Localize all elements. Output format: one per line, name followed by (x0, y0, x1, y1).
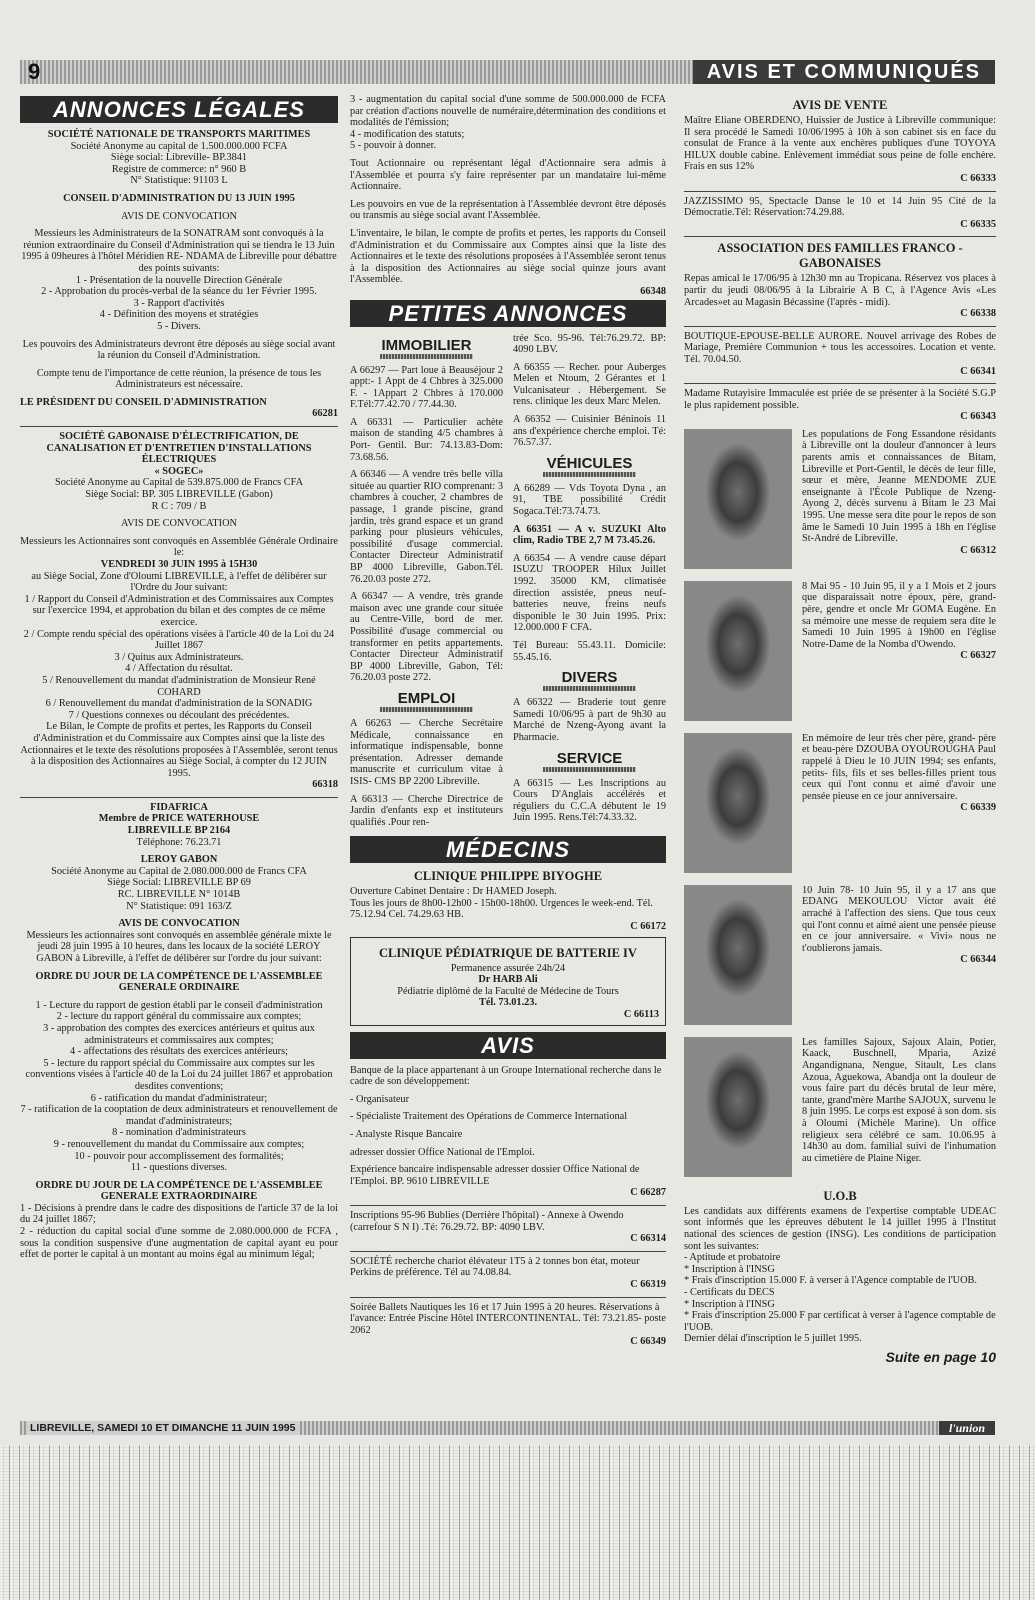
divider (684, 326, 996, 327)
divider (20, 797, 338, 798)
divider (684, 383, 996, 384)
ad-reference: C 66343 (960, 411, 996, 423)
agenda-item: 1 - Présentation de la nouvelle Direction Générale (75, 274, 283, 286)
ad-reference: C 66335 (960, 218, 996, 230)
company-phone: Téléphone: 76.23.71 (136, 836, 222, 848)
portrait-photo (684, 581, 792, 721)
classified-ad: A 66351 — A v. SUZUKI Alto clim, Radio TBE 2,7 M 73.45.26. (513, 523, 666, 547)
company-acronym: « SOGEC» (154, 465, 204, 477)
page-number: 9 (28, 59, 41, 84)
category-underline (543, 686, 636, 691)
portrait-photo (684, 1037, 792, 1177)
notice-title: ASSOCIATION DES FAMILLES FRANCO - GABONAISES (717, 241, 963, 271)
ad-reference: C 66344 (960, 954, 996, 966)
classified-ad: A 66313 — Cherche Directrice de Jardin d'enfants exp et instituteurs qualifiés .Pour ren- (350, 793, 503, 828)
agenda-item: 4 - Définition des moyens et stratégies (99, 309, 259, 321)
notice-fidafrica (20, 802, 338, 848)
notice-sogec (20, 431, 338, 791)
classifieds-grid (350, 333, 666, 835)
scan-noise (0, 1445, 1035, 1600)
agenda-item: 1 / Rapport du Conseil d'Administration et des Commissaires aux Comptes sur l'exercice 1994, et approbation du bilan et des comptes de ce même exercice. (24, 593, 334, 628)
notice-item: - Spécialiste Traitement des Opérations de Commerce International (350, 1111, 628, 1123)
portrait-photo (684, 429, 792, 569)
band-annonces-legales: ANNONCES LÉGALES (20, 96, 338, 123)
agenda-item: 11 - questions diverses. (130, 1162, 228, 1174)
category-underline (380, 707, 473, 712)
category-underline (543, 472, 636, 477)
category-underline (380, 354, 473, 359)
obituary (684, 581, 996, 725)
company-info: RC. LIBREVILLE N° 1014B (117, 889, 241, 901)
notice-body: adresser dossier Office National de l'Emploi. (350, 1146, 535, 1158)
clinic-name: CLINIQUE PÉDIATRIQUE DE BATTERIE IV (379, 945, 637, 960)
classified-ad: A 66322 — Braderie tout genre Samedi 10/06/95 à part de 9h30 au Marché de Nzeng-Ayong avant la Pharmacie. (513, 697, 666, 743)
agenda-item: 2 - lecture du rapport général du commissaire aux comptes; (56, 1011, 302, 1023)
obituary-text: Les familles Sajoux, Sajoux Alain, Potier, Kaack, Buschnell, Mparia, Azizé Angandignana, Nengue, Sitault, Les clans Azoua, Aguekowa, Abandja ont la douleur de vous faire part du décès brutal de leur mère, tante, grand'mère Marthe SAJOUX, survenu le 8 juin 1995. Le corps est exposé à son dom. sis à Oloumi (Michèle Marine). Un office religieux sera célébré ce sam. 10.06.95 à 14h30 au dom. familial suivi de l'inhumation au cimetière de Plaine Niger. (802, 1036, 996, 1164)
agenda-item: 7 / Questions connexes ou découlant des précédentes. (68, 709, 290, 721)
ad-reference: C 66172 (630, 921, 666, 933)
agenda-item: 8 - nomination d'administrateurs (112, 1127, 246, 1139)
agenda-item: 2 / Compte rendu spécial des opérations visées à l'article 40 de la Loi du 24 Juillet 1867 (23, 628, 335, 652)
classified-ad: A 66289 — Vds Toyota Dyna , an 91, TBE possibilité Crédit Sogaca.Tél:73.74.73. (513, 482, 666, 518)
divider (684, 236, 996, 237)
company-info: Membre de PRICE WATERHOUSE (98, 813, 260, 825)
classifieds-left (350, 333, 503, 835)
notice-subtitle: AVIS DE CONVOCATION (118, 918, 240, 930)
notice-body: Banque de la place appartenant à un Groupe International recherche dans le cadre de son développement: (350, 1064, 662, 1088)
notice-leroy-gabon (20, 854, 338, 1261)
obituary (684, 733, 996, 877)
agenda-item: 1 - Lecture du rapport de gestion établi par le conseil d'administration (35, 999, 323, 1011)
notice-item: - Analyste Risque Bancaire (350, 1129, 463, 1140)
obituary-text: Les populations de Fong Essandone résidants à Libreville ont la douleur d'annoncer à leurs parents amis et connaissances de Bitam, Libreville et Port-Gentil, le décès de leur fille, sœur et mère, Jeanne MENDOME ZUE enseignante à l'École Publique de Nzeng-Ayong 2, décès survenu à Bitam le 23 Mai 1995. Une messe sera dite pour le repos de son âme le Samedi 10 Juin 1995 à 18h en l'église St-André de Libreville. (802, 428, 996, 545)
company-info: Société Anonyme au capital de 1.500.000.000 FCFA (70, 140, 288, 152)
notice-item: - Aptitude et probatoire (684, 1252, 781, 1264)
ad-reference: C 66287 (630, 1187, 666, 1199)
classified-ad: A 66263 — Cherche Secrétaire Médicale, connaissance en informatique indispensable, bonne présentation. Adresser demande manuscrite et curriculum vitae à ISIS- CMS BP 2200 Libreville. (350, 717, 503, 787)
company-info: Siège Social: BP. 305 LIBREVILLE (Gabon) (85, 489, 273, 501)
clinic-phone: Tél. 73.01.23. (478, 997, 538, 1009)
divider (20, 426, 338, 427)
company-name: SOCIÉTÉ NATIONALE DE TRANSPORTS MARITIMES (47, 129, 311, 140)
column-notices (684, 94, 996, 1365)
agenda-item: 3 - augmentation du capital social d'une somme de 500.000.000 de FCFA par création d'actions nouvelle de numéraire,détermination des conditions et modalités de l'émission; (350, 94, 666, 129)
notice-body: Maître Eliane OBERDENO, Huissier de Justice à Libreville communique: Il sera procédé le Samedi 10/06/1995 à 10h à son cabinet sis en face du consulat de France à la vente aux enchères publiques d'une TOYOYA HILUX double cabine. Enlèvement immédiat sous peine de folle enchère. Frais en sus 12% (684, 115, 996, 173)
notice-item: - Organisateur (350, 1093, 409, 1105)
agenda-item: 2 - réduction du capital social d'une somme de 2.080.000.000 de FCFA , sous la condition suspensive d'une augmentation de capital ayant eu pour effet de porter le capital à un montant au moins égal au minimum légal; (20, 1226, 338, 1261)
agenda-item: 2 - Approbation du procès-verbal de la séance du 1er Février 1995. (41, 286, 317, 298)
page-header-bar (20, 60, 995, 84)
notice-item: * Frais d'inscription 15.000 F. à verser à l'Agence comptable de l'UOB. (684, 1275, 977, 1287)
band-medecins: MÉDECINS (350, 836, 666, 863)
notice-body: Inscriptions 95-96 Bublies (Derrière l'hôpital) - Annexe à Owendo (carrefour S N I) .Té: 76.29.72. BP: 4090 LBV. (350, 1209, 624, 1233)
clinic-info: Pédiatrie diplômé de la Faculté de Médecine de Tours (397, 985, 619, 997)
ad-reference: C 66314 (630, 1233, 666, 1245)
avis-ad (350, 1210, 666, 1245)
ad-reference: C 66333 (960, 172, 996, 184)
notice-item: Dernier délai d'inscription le 5 juillet 1995. (684, 1333, 862, 1345)
notice-body: Le Bilan, le Compte de profits et pertes, les Rapports du Conseil d'Administration et du Commissaire aux Comptes ainsi que la liste des Actionnaires et le texte des résolutions proposées à l'Assemblée, seront tenus à la disposition des Actionnaires au Siège Social, à compter du 12 JUIN 1995. (20, 721, 338, 779)
agenda-title: ORDRE DU JOUR DE LA COMPÉTENCE DE L'ASSEMBLEE GENERALE ORDINAIRE (35, 970, 323, 994)
divider (350, 1205, 666, 1206)
notice-body: Expérience bancaire indispensable adresser dossier Office National de l'Emploi. BP. 9610 LIBREVILLE (350, 1164, 640, 1187)
ad-reference: C 66113 (623, 1009, 659, 1021)
notice-body: BOUTIQUE-EPOUSE-BELLE AURORE. Nouvel arrivage des Robes de Mariage, Première Communion + tous les accessoires. Location et vente. Tél. 70.04.50. (684, 330, 996, 365)
clinic-name: CLINIQUE PHILIPPE BIYOGHE (413, 869, 603, 884)
notice-item: * Inscription à l'INSG (684, 1298, 775, 1310)
notice-body: au Siège Social, Zone d'Oloumi LIBREVILLE, à l'effet de délibérer sur l'Ordre du Jour suivant: (31, 570, 327, 594)
clinic-info: Ouverture Cabinet Dentaire : Dr HAMED Joseph. (350, 886, 557, 898)
agenda-item: 10 - pouvoir pour accomplissement des formalités; (74, 1150, 284, 1162)
category-service: SERVICE (556, 749, 623, 767)
agenda-item: 5 / Renouvellement du mandat d'administration de Monsieur René COHARD (42, 674, 316, 698)
company-info: N° Statistique: 091 163/Z (126, 900, 232, 912)
agenda-item: 4 / Affectation du résultat. (125, 663, 233, 675)
meeting-date: VENDREDI 30 JUIN 1995 à 15H30 (100, 559, 258, 570)
notice-title: U.O.B (823, 1188, 857, 1203)
obituary (684, 429, 996, 573)
ad-clinique-biyoghe (350, 869, 666, 932)
classified-ad: A 66352 — Cuisinier Béninois 11 ans d'expérience cherche emploi. Té: 76.57.37. (513, 414, 666, 449)
notice-body: JAZZISSIMO 95, Spectacle Danse le 10 et 14 Juin 95 Cité de la Démocratie.Tél: Réservation:74.29.88. (684, 195, 996, 219)
category-vehicules: VÉHICULES (546, 454, 633, 472)
ad-reference: C 66327 (960, 650, 996, 662)
agenda-item: 3 / Quitus aux Administrateurs. (114, 651, 244, 663)
notice-sonatram (20, 129, 338, 420)
notice-item: * Inscription à l'INSG (684, 1263, 775, 1275)
notice-title: AVIS DE VENTE (792, 98, 888, 112)
divider (350, 1297, 666, 1298)
obituary-text: 8 Mai 95 - 10 Juin 95, il y a 1 Mois et 2 jours que disparaissait notre époux, père, grand-père, gendre et oncle Mr GOMA Eugène. En sa mémoire une messe de requiem sera dite le Samedi 10 Juin 1995 à 19h00 en l'église Notre-Dame de la Nomba d'Owendo. (802, 580, 996, 650)
company-info: Siège social: Libreville- BP.3841 (110, 152, 248, 164)
avis-ad (350, 1302, 666, 1348)
agenda-item: 5 - lecture du rapport spécial du Commissaire aux comptes sur les conventions visées à l'article 40 de la Loi du 24 juillet 1867 et approbation desdites conventions; (25, 1057, 333, 1092)
notice-body: SOCIÉTÉ recherche chariot élévateur 1T5 à 2 tonnes bon état, moteur Perkins de préférence. Tél au 74.08.84. (350, 1255, 640, 1279)
ad-reference: C 66312 (960, 544, 996, 556)
ad-clinique-pediatrique (350, 937, 666, 1026)
notice-body: L'inventaire, le bilan, le compte de profits et pertes, les rapports du Conseil d'Administration et du Commissaire aux Comptes ainsi que la liste des Actionnaires et le texte des résolutions proposées à l'Assemblée seront tenus à la disposition des Actionnaires au siège social quinze jours avant l'Assemblée. (350, 227, 666, 286)
agenda-item: 7 - ratification de la cooptation de deux administrateurs et renouvellement de mandat d'administrateurs; (20, 1104, 338, 1127)
obituary-text: 10 Juin 78- 10 Juin 95, il y a 17 ans que EDANG MEKOULOU Victor avait été arraché à l'affection des siens. Que tous ceux qui l'ont connu et aimé aient une pensée pieuse en ce jour anniversaire. « Vivi» nous ne t'oublierons jamais. (802, 884, 996, 954)
classified-ad: A 66354 — A vendre cause départ ISUZU TROOPER Hilux Juillet 1992. 35000 KM, climatisée direction assistée, pneus neuf- batteries neuve, freins neufs disponible le 30 Juin 1995. Prix: 12.000.000 F CFA. (513, 552, 666, 634)
notice-item: - Certificats du DECS (684, 1287, 775, 1299)
column-classifieds (350, 94, 666, 1348)
avis-ad (350, 1256, 666, 1291)
classified-ad: A 66331 — Particulier achète maison de standing 4/5 chambres à Port- Gentil. Bur: 74.13.83-Dom: 73.68.56. (350, 416, 503, 463)
classified-ad: A 66315 — Les Inscriptions au Cours D'Anglais accélérés et réguliers du C.C.A débutent le 19 Juin 1995. Rens.Tél:74.33.32. (513, 777, 666, 824)
ad-reference: C 66319 (630, 1278, 666, 1290)
company-info: N° Statistique: 91103 L (130, 175, 228, 187)
notice-body: Messieurs les actionnaires sont convoqués en assemblée générale mixte le jeudi 28 juin 1995 à 10 heures, dans les locaux de la société LEROY GABON à Libreville, à l'effet de délibérer sur l'ordre du jour suivant: (26, 929, 332, 964)
agenda-item: 4 - affectations des résultats des exercices antérieurs; (70, 1046, 288, 1058)
notice-body: Repas amical le 17/06/95 à 12h30 mn au Tropicana. Réservez vos places à partir du jeudi 08/06/95 à la Librairie A B C, à l'Agence Avis «Les Arcades»et au Magasin Bécassine (l'après - midi). (684, 273, 996, 308)
company-info: Siège Social: LIBREVILLE BP 69 (107, 877, 251, 889)
band-petites-annonces: PETITES ANNONCES (350, 300, 666, 327)
ad-reference: C 66341 (960, 365, 996, 377)
notice-body: Messieurs les Actionnaires sont convoqués en Assemblée Générale Ordinaire le: (20, 535, 338, 559)
category-underline (543, 767, 636, 772)
ad-reference: C 66338 (960, 308, 996, 320)
dateline: LIBREVILLE, SAMEDI 10 ET DIMANCHE 11 JUIN 1995 (26, 1421, 299, 1435)
classified-ad: A 66355 — Recher. pour Auberges Melen et Ntoum, 2 Gérantes et 1 Vulcanisateur . Hébergement. Se rens. clinique les deux Marc Melen. (513, 361, 666, 408)
clinic-doctor: Dr HARB Ali (478, 974, 538, 986)
agenda-item: 6 - ratification du mandat d'administrateur; (90, 1092, 268, 1104)
band-avis: AVIS (350, 1032, 666, 1059)
portrait-photo (684, 733, 792, 873)
notice-item: * Frais d'inscription 25.000 F par certificat à verser à l'agence comptable de l'UOB. (684, 1310, 996, 1333)
column-legal-notices (20, 94, 338, 1261)
obituary (684, 1037, 996, 1181)
section-title: AVIS ET COMMUNIQUÉS (693, 60, 995, 84)
page-footer-bar (20, 1421, 995, 1435)
agenda-title: ORDRE DU JOUR DE LA COMPÉTENCE DE L'ASSEMBLEE GENERALE EXTRAORDINAIRE (35, 1179, 323, 1203)
continued-on-page: Suite en page 10 (885, 1349, 996, 1365)
ad-reference: 66318 (312, 779, 338, 791)
agenda-item: 3 - approbation des comptes des exercices antérieurs et quitus aux administrateurs et commissaires aux comptes; (43, 1022, 315, 1046)
ad-reference: C 66349 (630, 1336, 666, 1348)
category-immobilier: IMMOBILIER (381, 336, 472, 354)
ad-reference: C 66339 (960, 802, 996, 814)
obituary-text: En mémoire de leur très cher père, grand- père et beau-père DZOUBA OYOUROUGHA Paul rappelé à Dieu le 10 JUIN 1994; ses enfants, petits- fils, fils et ses belles-filles prient tous ceux qui l'ont connu et aimé d'avoir une pensée pieuse en ce jour anniversaire. (802, 732, 996, 802)
notice-body: Tout Actionnaire ou représentant légal d'Actionnaire sera admis à l'Assemblée et pourra s'y faire représenter par un mandataire lui-même Actionnaire. (350, 157, 666, 193)
notice-body: Compte tenu de l'importance de cette réunion, la présence de tous les Administrateurs est nécessaire. (36, 367, 322, 391)
category-emploi: EMPLOI (397, 689, 456, 707)
category-divers: DIVERS (561, 669, 618, 687)
obituary (684, 885, 996, 1029)
classified-ad: Tél Bureau: 55.43.11. Domicile: 55.45.16. (513, 639, 666, 663)
company-info: Société Anonyme au Capital de 539.875.000 de Francs CFA (54, 477, 304, 489)
agenda-item: 6 / Renouvellement du mandat d'administration de la SONADIG (45, 698, 313, 710)
company-name: FIDAFRICA (150, 801, 208, 813)
company-info: LIBREVILLE BP 2164 (127, 825, 231, 837)
company-name: SOCIÉTÉ GABONAISE D'ÉLECTRIFICATION, DE CANALISATION ET D'ENTRETIEN D'INSTALLATIONS ÉLECTRIQUES (46, 431, 312, 466)
classified-ad: A 66346 — A vendre très belle villa située au quartier RIO comprenant: 3 chambres à coucher, 2 chambres de passage, 1 grande piscine, grand jardin, très grand espace et un grand parking pour plusieurs véhicules, possibilité d'usage commercial. Contacter Directeur Administratif BP 4000 Libreville, Gabon.Tél. 76.20.03 poste 272. (350, 469, 503, 585)
ad-reference: 66281 (312, 408, 338, 420)
signature: LE PRÉSIDENT DU CONSEIL D'ADMINISTRATION (20, 396, 267, 408)
clinic-info: Permanence assurée 24h/24 (450, 962, 566, 974)
avis-ad (350, 1164, 666, 1199)
agenda-item: 9 - renouvellement du mandat du Commissaire aux comptes; (53, 1138, 305, 1150)
notice-subtitle: AVIS DE CONVOCATION (121, 518, 237, 530)
ad-reference: 66348 (640, 285, 666, 297)
notice-body: Madame Rutayisire Immaculée est priée de se présenter à la Société S.G.P le plus rapidement possible. (684, 388, 996, 411)
company-info: R C : 709 / B (151, 500, 207, 512)
classifieds-right (513, 333, 666, 835)
agenda-item: 5 - Divers. (157, 320, 201, 332)
agenda-item: 5 - pouvoir à donner. (350, 140, 437, 152)
notice-body: Les pouvoirs des Administrateurs devront être déposés au siège social avant la réunion du Conseil d'Administration. (22, 338, 336, 362)
clinic-hours: Tous les jours de 8h00-12h00 - 15h00-18h00. Urgences le week-end. Tél. 75.12.94 Cel. 74.29.63 HB. (350, 897, 653, 921)
portrait-photo (684, 885, 792, 1025)
company-info: Société Anonyme au Capital de 2.080.000.000 de Francs CFA (51, 865, 307, 877)
notice-title: CONSEIL D'ADMINISTRATION DU 13 JUIN 1995 (63, 192, 295, 204)
company-name: LEROY GABON (140, 854, 218, 866)
agenda-item: 4 - modification des statuts; (350, 128, 465, 140)
agenda-item: 1 - Décisions à prendre dans le cadre des dispositions de l'article 37 de la loi du 24 juillet 1867; (20, 1202, 338, 1226)
notice-body: Messieurs les Administrateurs de la SONATRAM sont convoqués à la réunion extraordinaire du Conseil d'Administration qui se tiendra le 13 Juin 1995 à 09heures à l'hôtel Méridien RE- NDAMA de Libreville pour débattre des points suivants: (21, 228, 337, 274)
notice-body: Les candidats aux différents examens de l'expertise comptable UDEAC sont informés que les épreuves débutent le 14 juillet 1995 à l'Institut national des sciences de gestion (INSG). Les conditions de participation sont les suivantes: (684, 1205, 996, 1252)
notice-body: Soirée Ballets Nautiques les 16 et 17 Juin 1995 à 20 heures. Réservations à l'avance: Entrée Piscine Hôtel INTERCONTINENTAL. Tél: 73.21.85- poste 2062 (350, 1301, 666, 1336)
notice-subtitle: AVIS DE CONVOCATION (121, 210, 237, 222)
divider (350, 1251, 666, 1252)
masthead-logo: l'union (939, 1421, 995, 1435)
classified-ad: trée Sco. 95-96. Tél:76.29.72. BP: 4090 LBV. (513, 332, 666, 356)
notice-body: Les pouvoirs en vue de la représentation à l'Assemblée devront être déposés ou transmis au siège social avant l'Assemblée. (350, 198, 666, 222)
agenda-item: 3 - Rapport d'activités (133, 297, 225, 309)
classified-ad: A 66297 — Part loue à Beauséjour 2 appt:- 1 Appt de 4 Chbres à 325.000 F. - 1Appart 2 Chbres à 170.000 F.Tél:77.42.70 / 77.44.30. (350, 364, 503, 411)
divider (684, 191, 996, 192)
classified-ad: A 66347 — A vendre, très grande maison avec une grande cour située au Centre-Ville, bord de mer. Possibilité d'usage commercial ou transformer en petits appartements. Contacter Directeur Administratif BP 4000 Libreville, Gabon, Tél: 76.20.03 poste 272. (350, 591, 503, 684)
company-info: Registre de commerce: n° 960 B (111, 163, 247, 175)
